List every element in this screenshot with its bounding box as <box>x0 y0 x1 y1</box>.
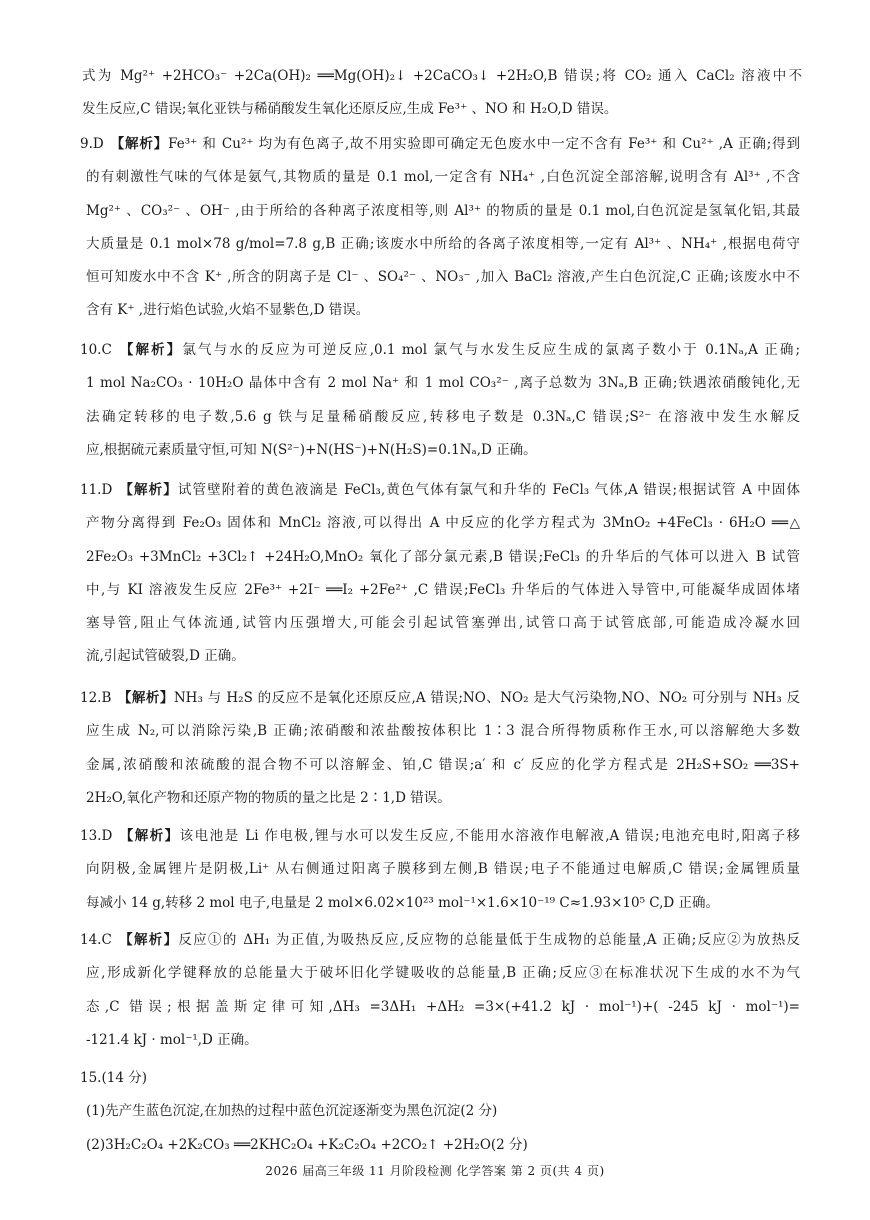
text-segment: 氯气与水的反应为可逆反应,0.1 mol 氯气与水发生反应生成的氯离子数小于 0.1Nₐ,A 正确; <box>182 342 800 358</box>
text-line: 大质量是 0.1 mol×78 g/mol=7.8 g,B 正确;该废水中所给的各离子浓度相等,一定有 Al³⁺ 、NH₄⁺ ,根据电荷守 <box>86 235 800 252</box>
question-heading: 15.(14 分) <box>80 1070 147 1086</box>
question-12-analysis <box>80 682 800 815</box>
text-line: 中,与 KI 溶液发生反应 2Fe³⁺ +2I⁻ ══I₂ +2Fe²⁺ ,C 错误;FeCl₃ 升华后的气体进入导管中,可能凝华成固体堵 <box>86 581 800 598</box>
analysis-tag: 【解析】 <box>109 136 169 152</box>
answer-label: 9.D <box>80 136 104 152</box>
text-line: 向阴极,金属锂片是阴极,Li⁺ 从右侧通过阳离子膜移到左侧,B 错误;电子不能通过电解质,C 错误;金属锂质量 <box>86 861 800 878</box>
text-line: 态,C 错误;根据盖斯定律可知,ΔH₃ =3ΔH₁ +ΔH₂ =3×(+41.2 kJ · mol⁻¹)+( -245 kJ · mol⁻¹)= <box>86 998 800 1015</box>
continuation-text <box>82 60 802 127</box>
text-line <box>80 820 800 853</box>
answer-label: 14.C <box>80 932 112 948</box>
question-9-analysis <box>80 128 800 328</box>
text-line: 含有 K⁺ ,进行焰色试验,火焰不显紫色,D 错误。 <box>86 302 370 319</box>
text-line: 1 mol Na₂CO₃ · 10H₂O 晶体中含有 2 mol Na⁺ 和 1 mol CO₃²⁻ ,离子总数为 3Nₐ,B 正确;铁遇浓硝酸钝化,无 <box>86 375 800 392</box>
question-13-analysis <box>80 820 800 920</box>
question-10-analysis <box>80 334 800 467</box>
answer-label: 12.B <box>80 690 112 706</box>
analysis-tag: 【解析】 <box>117 342 183 358</box>
analysis-tag: 【解析】 <box>117 932 179 948</box>
text-line: 应,根据硫元素质量守恒,可知 N(S²⁻)+N(HS⁻)+N(H₂S)=0.1Nₐ,D 正确。 <box>86 441 537 458</box>
text-line: 恒可知废水中不含 K⁺ ,所含的阴离子是 Cl⁻ 、SO₄²⁻ 、NO₃⁻ ,加入 BaCl₂ 溶液,产生白色沉淀,C 正确;该废水中不 <box>86 269 800 286</box>
text-line <box>80 128 800 161</box>
text-segment: 试管壁附着的黄色液滴是 FeCl₃,黄色气体有氯气和升华的 FeCl₃ 气体,A 错误;根据试管 A 中固体 <box>177 482 800 498</box>
text-segment: 反应①的 ΔH₁ 为正值,为吸热反应,反应物的总能量低于生成物的总能量,A 正确;反应②为放热反 <box>178 932 800 948</box>
text-line: 应,形成新化学键释放的总能量大于破坏旧化学键吸收的总能量,B 正确;反应③在标准状况下生成的水不为气 <box>86 965 800 982</box>
text-line: 产物分离得到 Fe₂O₃ 固体和 MnCl₂ 溶液,可以得出 A 中反应的化学方程式为 3MnO₂ +4FeCl₃ · 6H₂O ══△ <box>86 515 800 532</box>
answer-label: 11.D <box>80 482 113 498</box>
analysis-tag: 【解析】 <box>118 828 180 844</box>
answer-item: (1)先产生蓝色沉淀,在加热的过程中蓝色沉淀逐渐变为黑色沉淀(2 分) <box>86 1103 498 1120</box>
page-footer: 2026 届高三年级 11 月阶段检测 化学答案 第 2 页(共 4 页) <box>265 1164 605 1178</box>
question-14-analysis <box>80 924 800 1057</box>
answer-item: (2)3H₂C₂O₄ +2K₂CO₃ ══2KHC₂O₄ +K₂C₂O₄ +2CO₂↑ +2H₂O(2 分) <box>86 1136 528 1153</box>
text-line: 塞导管,阻止气体流通,试管内压强增大,可能会引起试管塞弹出,试管口高于试管底部,可能造成冷凝水回 <box>86 615 800 632</box>
answer-label: 13.D <box>80 828 113 844</box>
text-line: 金属,浓硝酸和浓硫酸的混合物不可以溶解金、铂,C 错误;a′ 和 c′ 反应的化学方程式是 2H₂S+SO₂ ══3S+ <box>86 756 800 773</box>
text-segment: NH₃ 与 H₂S 的反应不是氧化还原反应,A 错误;NO、NO₂ 是大气污染物,NO、NO₂ 可分别与 NH₃ 反 <box>173 690 800 706</box>
text-line: 的有刺激性气味的气体是氨气,其物质的量是 0.1 mol,一定含有 NH₄⁺ ,白色沉淀全部溶解,说明含有 Al³⁺ ,不含 <box>86 169 800 186</box>
analysis-tag: 【解析】 <box>117 690 174 706</box>
question-15-answer <box>80 1062 800 1162</box>
text-line: 每减小 14 g,转移 2 mol 电子,电量是 2 mol×6.02×10²³ mol⁻¹×1.6×10⁻¹⁹ C≈1.93×10⁵ C,D 正确。 <box>86 894 720 911</box>
analysis-tag: 【解析】 <box>118 482 178 498</box>
text-line: 应生成 N₂,可以消除污染,B 正确;浓硝酸和浓盐酸按体积比 1∶3 混合所得物质称作王水,可以溶解绝大多数 <box>86 723 800 740</box>
text-line <box>80 474 800 507</box>
answer-label: 10.C <box>80 342 112 358</box>
text-line: -121.4 kJ · mol⁻¹,D 正确。 <box>86 1031 258 1048</box>
text-line <box>80 924 800 957</box>
text-line: 2Fe₂O₃ +3MnCl₂ +3Cl₂↑ +24H₂O,MnO₂ 氧化了部分氯元素,B 错误;FeCl₃ 的升华后的气体可以进入 B 试管 <box>86 548 800 565</box>
text-segment: Fe³⁺ 和 Cu²⁺ 均为有色离子,故不用实验即可确定无色废水中一定不含有 Fe³⁺ 和 Cu²⁺ ,A 正确;得到 <box>168 136 800 152</box>
text-line: 流,引起试管破裂,D 正确。 <box>86 648 245 665</box>
text-line: 发生反应,C 错误;氧化亚铁与稀硝酸发生氧化还原反应,生成 Fe³⁺ 、NO 和 H₂O,D 错误。 <box>82 101 618 118</box>
text-line: 2H₂O,氧化产物和还原产物的物质的量之比是 2∶1,D 错误。 <box>86 789 451 806</box>
text-line <box>80 682 800 715</box>
text-line <box>80 334 800 367</box>
text-line: 式为 Mg²⁺ +2HCO₃⁻ +2Ca(OH)₂ ══Mg(OH)₂↓ +2CaCO₃↓ +2H₂O,B 错误;将 CO₂ 通入 CaCl₂ 溶液中不 <box>82 68 802 84</box>
question-11-analysis <box>80 474 800 674</box>
text-line: 法确定转移的电子数,5.6 g 铁与足量稀硝酸反应,转移电子数是 0.3Nₐ,C 错误;S²⁻ 在溶液中发生水解反 <box>86 408 800 425</box>
text-line: Mg²⁺ 、CO₃²⁻ 、OH⁻ ,由于所给的各种离子浓度相等,则 Al³⁺ 的物质的量是 0.1 mol,白色沉淀是氢氧化铝,其最 <box>86 202 800 219</box>
text-segment: 该电池是 Li 作电极,锂与水可以发生反应,不能用水溶液作电解液,A 错误;电池充电时,阳离子移 <box>179 828 800 844</box>
